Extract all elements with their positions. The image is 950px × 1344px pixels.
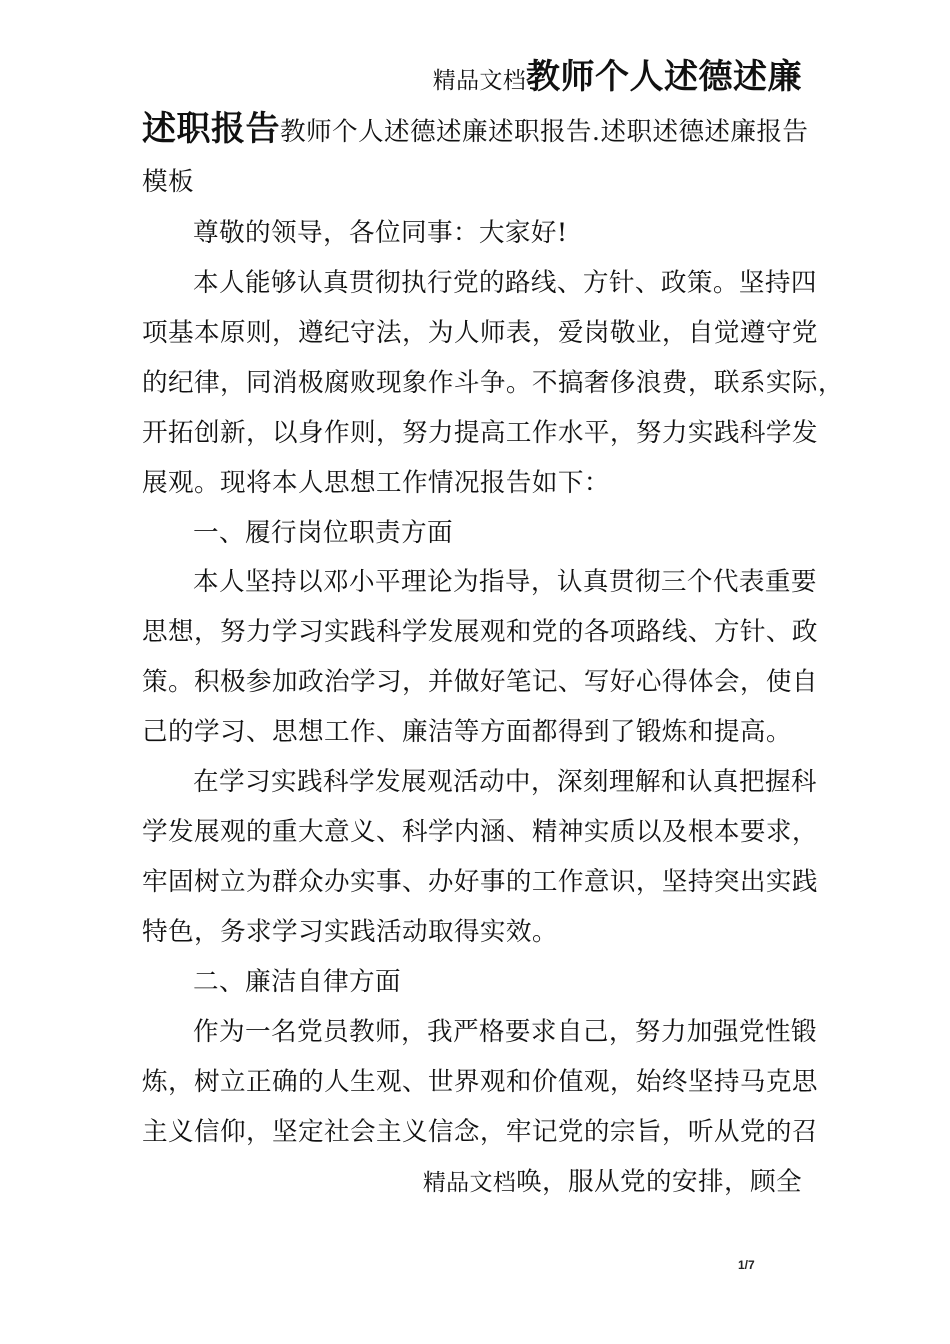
subtitle-line-2: [142, 167, 822, 197]
document-title: 教师个人述德述廉: [526, 57, 802, 97]
paragraph-line: 的纪律，同消极腐败现象作斗争。不搞奢侈浪费，联系实际，: [142, 368, 844, 398]
paragraph-line: 项基本原则，遵纪守法，为人师表，爱岗敬业，自觉遵守党: [142, 318, 818, 348]
paragraph-line: 本人能够认真贯彻执行党的路线、方针、政策。坚持四: [193, 268, 817, 298]
paragraph-line: 炼，树立正确的人生观、世界观和价值观，始终坚持马克思: [142, 1067, 818, 1097]
header-watermark: 精品文档: [432, 68, 526, 94]
paragraph-line: 特色，务求学习实践活动取得实效。: [142, 917, 558, 947]
paragraph-line: 本人坚持以邓小平理论为指导，认真贯彻三个代表重要: [193, 567, 817, 597]
section-heading: 二、廉洁自律方面: [193, 967, 401, 997]
paragraph-line: 学发展观的重大意义、科学内涵、精神实质以及根本要求，: [142, 817, 818, 847]
footer-line: [422, 1167, 802, 1197]
paragraph-line: 开拓创新，以身作则，努力提高工作水平，努力实践科学发: [142, 418, 818, 448]
document-subtitle: 教师个人述德述廉述职报告.述职述德述廉报告: [280, 117, 809, 147]
paragraph-line: 展观。现将本人思想工作情况报告如下：: [142, 468, 610, 498]
footer-continuation: 唤，服从党的安排，顾全: [516, 1167, 802, 1197]
paragraph-line: 策。积极参加政治学习，并做好笔记、写好心得体会，使自: [142, 667, 818, 697]
document-title-cont: 述职报告: [142, 109, 280, 149]
paragraph-line: 思想，努力学习实践科学发展观和党的各项路线、方针、政: [142, 617, 818, 647]
page-number: 1/7: [738, 1258, 755, 1272]
header-line: [432, 57, 802, 97]
salutation: 尊敬的领导，各位同事：大家好!: [193, 218, 568, 248]
document-subtitle-cont: 模板: [142, 167, 194, 197]
paragraph-line: 牢固树立为群众办实事、办好事的工作意识，坚持突出实践: [142, 867, 818, 897]
paragraph-line: 主义信仰，坚定社会主义信念，牢记党的宗旨，听从党的召: [142, 1117, 818, 1147]
section-heading: 一、履行岗位职责方面: [193, 518, 453, 548]
paragraph-line: 在学习实践科学发展观活动中，深刻理解和认真把握科: [193, 767, 817, 797]
footer-watermark: 精品文档: [422, 1170, 517, 1196]
paragraph-line: 作为一名党员教师，我严格要求自己，努力加强党性锻: [193, 1017, 817, 1047]
title-line-2: [142, 109, 822, 149]
paragraph-line: 己的学习、思想工作、廉洁等方面都得到了锻炼和提高。: [142, 717, 792, 747]
